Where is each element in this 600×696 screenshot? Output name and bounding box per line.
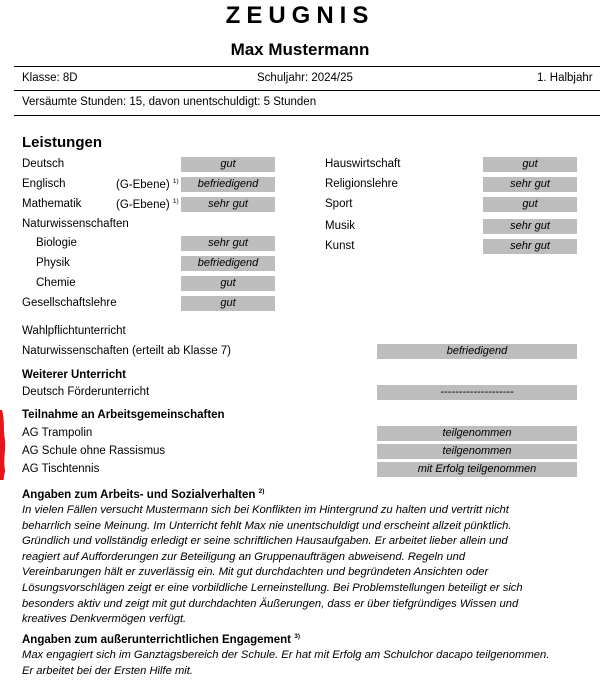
subject-hauswirtschaft: Hauswirtschaft <box>325 158 401 170</box>
grade-chemie: gut <box>181 276 275 291</box>
grade-physik: befriedigend <box>181 256 275 271</box>
text-line: Er arbeitet bei der Ersten Hilfe mit. <box>22 664 193 677</box>
subject-gesellschaftslehre: Gesellschaftslehre <box>22 297 117 309</box>
grade-wahlpflicht: befriedigend <box>377 344 577 359</box>
text-line: reagiert auf Aufforderungen zur Beteiligung an Gruppenaufträgen abweisend. Regeln und <box>22 550 466 563</box>
student-name: Max Mustermann <box>230 40 370 59</box>
ag-label: AG Tischtennis <box>22 463 100 475</box>
ag-result: teilgenommen <box>377 426 577 441</box>
text-line: Vereinbarungen hält er zuverlässig ein. Mit gut durchdachten und begründeten Ansichten oder <box>22 566 489 579</box>
ag-label: AG Trampolin <box>22 427 93 439</box>
wahlpflicht-heading: Wahlpflichtunterricht <box>22 325 126 337</box>
text-line: kreatives Denkvermögen verfügt. <box>22 613 187 626</box>
half-year: 1. Halbjahr <box>537 72 593 84</box>
weiterer-subject: Deutsch Förderunterricht <box>22 386 150 398</box>
ags-heading: Teilnahme an Arbeitsgemeinschaften <box>22 409 225 421</box>
ag-result: mit Erfolg teilgenommen <box>377 462 577 477</box>
grade-biologie: sehr gut <box>181 236 275 251</box>
grade-deutsch: gut <box>181 157 275 172</box>
divider <box>14 90 600 91</box>
subject-englisch: Englisch <box>22 178 66 190</box>
subject-kunst: Kunst <box>325 240 355 252</box>
divider <box>14 115 600 116</box>
wahlpflicht-subject: Naturwissenschaften (erteilt ab Klasse 7) <box>22 345 232 357</box>
text-line: Max engagiert sich im Ganztagsbereich der Schule. Er hat mit Erfolg am Schulchor dacapo teilgenommen. <box>22 649 550 661</box>
ag-result: teilgenommen <box>377 444 577 459</box>
subject-sport: Sport <box>325 198 353 210</box>
document-title: ZEUGNIS <box>225 2 375 29</box>
level-mathematik: (G-Ebene) $^{1)}$ <box>116 198 179 211</box>
subject-musik: Musik <box>325 220 356 232</box>
grade-englisch: befriedigend <box>181 177 275 192</box>
arbeitsverhalten-heading: Angaben zum Arbeits- und Sozialverhalten $^{2)}$ <box>22 488 265 501</box>
class-label: Klasse: 8D <box>22 72 78 84</box>
grade-sport: gut <box>483 197 577 212</box>
subject-chemie: Chemie <box>36 277 76 289</box>
weiterer-heading: Weiterer Unterricht <box>22 369 126 381</box>
grade-gesellschaftslehre: gut <box>181 296 275 311</box>
subject-naturwissenschaften: Naturwissenschaften <box>22 218 129 230</box>
subject-religionslehre: Religionslehre <box>325 178 398 190</box>
subject-biologie: Biologie <box>36 237 77 249</box>
text-line: In vielen Fällen versucht Mustermann sich bei Konflikten im Hintergrund zu halten und vertritt nicht <box>22 504 509 516</box>
text-line: Lösungsvorschlägen zeigt er eine vorbildliche Lerneinstellung. Bei Problemstellungen beteiligt er sich <box>22 581 523 594</box>
grade-musik: sehr gut <box>483 219 577 234</box>
grade-mathematik: sehr gut <box>181 197 275 212</box>
red-highlight-mark <box>0 410 7 480</box>
text-line: beharrlich seine Meinung. Im Unterricht fehlt Max nie unentschuldigt und erscheint allzeit pünktlich. <box>22 519 512 532</box>
subject-mathematik: Mathematik <box>22 198 82 210</box>
divider <box>14 66 600 67</box>
arbeitsverhalten-text <box>22 503 597 628</box>
ag-label: AG Schule ohne Rassismus <box>22 445 166 457</box>
engagement-heading: Angaben zum außerunterrichtlichen Engagement $^{3)}$ <box>22 633 300 646</box>
level-englisch: (G-Ebene) $^{1)}$ <box>116 178 179 191</box>
engagement-text <box>22 648 597 679</box>
text-line: besonders aktiv und zeigt mit gut durchdachten Äußerungen, dass er über tiefgründiges Wissen und <box>22 597 519 610</box>
subject-physik: Physik <box>36 257 70 269</box>
grade-weiterer: -------------------- <box>377 385 577 400</box>
grade-kunst: sehr gut <box>483 239 577 254</box>
absences: Versäumte Stunden: 15, davon unentschuldigt: 5 Stunden <box>22 96 317 108</box>
leistungen-heading: Leistungen <box>22 134 103 151</box>
grade-hauswirtschaft: gut <box>483 157 577 172</box>
subject-deutsch: Deutsch <box>22 158 65 170</box>
grade-religionslehre: sehr gut <box>483 177 577 192</box>
school-year: Schuljahr: 2024/25 <box>257 72 353 84</box>
text-line: Gründlich und vollständig erledigt er seine schriftlichen Hausaufgaben. Er arbeitet lieber allein und <box>22 535 508 548</box>
